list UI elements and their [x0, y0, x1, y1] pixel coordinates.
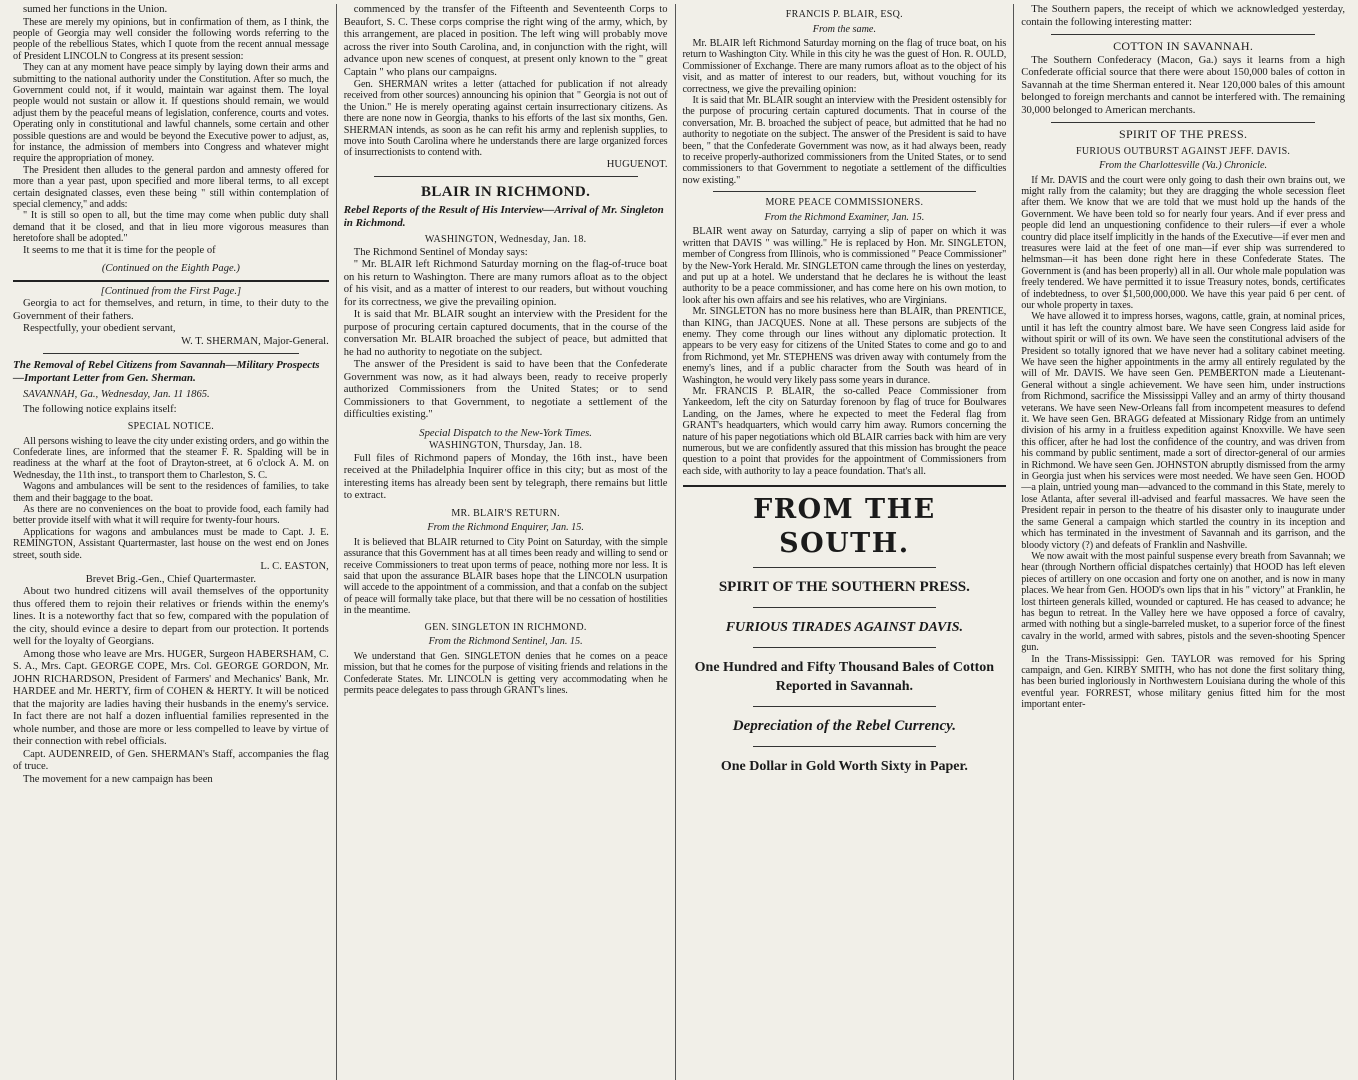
signature-title: Brevet Brig.-Gen., Chief Quartermaster. [85, 573, 257, 585]
dateline: SAVANNAH, Ga., Wednesday, Jan. 11 1865. [23, 389, 210, 401]
paragraph: The Richmond Sentinel of Monday says: [353, 246, 528, 258]
headline: BLAIR IN RICHMOND. [420, 184, 591, 201]
headline: SPIRIT OF THE SOUTHERN PRESS. [718, 579, 970, 596]
paragraph: We now await with the most painful suspense every breath from Savannah; we hear (through Northern official dispatches certainly) that HOOD has left eleven pieces of artillery on one occasion and forty one on another, and is now in many places. We hear from Gen. HOOD's own lips that in his " victory" at Franklin, he lost thirteen generals killed, wounded or captured. He has ceased to advance; he has begun to retreat. In the Valley here we have opposed a force of cavalry, armed with nothing but a single-barreled musket, to a superior force of the finest cavalry in the world, armed with sabres, pistols and the seven-shooting Spencer gun. [1021, 550, 1345, 654]
subheading: FURIOUS OUTBURST AGAINST JEFF. DAVIS. [1076, 145, 1291, 157]
paragraph: Mr. FRANCIS P. BLAIR, the so-called Peace Commissioner from Yankeedom, left the city on Saturday forenoon by flag of truce for Boulwares Landing, on the James, where he expected to meet the Federal flag from GRANT's headquarters, which would carry him away. Rumors concerning the nature of his paper negotiations which old BLAIR carries back with him are very numerous, but we are confidently assured that this mission has brought the peace question to a point that provides for the appointment of Commissioners from each side, with authority to lay a peace foundation. That's all. [682, 385, 1007, 477]
paragraph: It is believed that BLAIR returned to City Point on Saturday, with the simple assurance that this Government has at all times been ready and willing to send or receive Commissioners to treat upon terms of peace, nothing more nor less. It is said that upon the assurance BLAIR bases hope that the LINCOLN usurpation will accede to the appointment of a commission, and that a confab on the subject of peace will formally take place, but that there will be no cessation of hostilities in the meantime. [343, 536, 668, 617]
headline: The Removal of Rebel Citizens from Savannah—Military Prospects—Important Letter from Gen. Sherman. [13, 359, 320, 385]
subheading: GEN. SINGLETON IN RICHMOND. [424, 621, 587, 633]
source-line: From the Richmond Enquirer, Jan. 15. [427, 522, 584, 534]
paragraph: Gen. SHERMAN writes a letter (attached for publication if not already received from other sources) announcing his opinion that " Georgia is not out of the Union." He is merely operating against certain insurrectionary citizens. As there are none now in Georgia, thanks to his efforts of the last six months, Gen. SHERMAN intends, as soon as he can refit his army and replenish supplies, to move into South Carolina where he understands there are large organized forces of insurrectionists to contend with. [343, 79, 668, 159]
continued-note: [Continued from the First Page.] [100, 285, 242, 297]
paragraph: The President then alludes to the general pardon and amnesty offered for more than a year past, upon specified and more liberal terms, to all except certain designated classes, even these being " still within contemplation of special clemency," and adds: [13, 164, 329, 210]
divider [753, 607, 937, 608]
divider [1051, 122, 1315, 123]
paragraph: Capt. AUDENREID, of Gen. SHERMAN's Staff, accompanies the flag of truce. [13, 748, 329, 773]
subheading: SPIRIT OF THE PRESS. [1118, 127, 1248, 141]
paragraph: Respectfully, your obedient servant, [23, 323, 176, 335]
column-1 [6, 4, 336, 1080]
paragraph: It is said that Mr. BLAIR sought an interview with the President for the purpose of procuring certain captured documents, that in the course of the conversation Mr. BLAIR broached the subject of peace, but admitted that he had no authority to negotiate on the subject. [343, 309, 668, 358]
paragraph: These are merely my opinions, but in confirmation of them, as I think, the people of Georgia may well consider the following words referring to the people of the rebellious States, which I quote from the recent annual message of President LINCOLN to Congress at its present session: [13, 16, 329, 62]
headline: One Dollar in Gold Worth Sixty in Paper. [720, 759, 968, 775]
dateline: WASHINGTON, Thursday, Jan. 18. [429, 440, 583, 452]
dateline: WASHINGTON, Wednesday, Jan. 18. [424, 234, 587, 246]
source-line: From the same. [812, 23, 877, 35]
divider [753, 567, 937, 568]
paragraph: It is said that Mr. BLAIR sought an interview with the President ostensibly for the purpose of procuring certain captured documents. That in course of the conversation, Mr. B. broached the subject of peace, but admitted that he had no authority to negotiate on the subject. The answer of the President is said to have been, " that the Confederate Government was now, as it had always been, ready to receive properly-authorized commissioners from the United States, or to send commissioners to that Government to negotiate a settlement of the difficulties now existing." [682, 95, 1007, 186]
paragraph: The answer of the President is said to have been that the Confederate Government was now, as it had always been, ready to receive properly authorized Commissioners from the United States; or to send Commissioners to that Government, to negotiate a settlement of the difficulties existing." [343, 359, 668, 421]
paragraph: We have allowed it to impress horses, wagons, cattle, grain, at nominal prices, until it has left the country almost bare. We have seen Congress laid aside for without spirit or will of its own. We have seen the constitutional advisers of the President so totally ignored that we have never had a solitary cabinet meeting. We have seen the higher appointments in the army all entirely regulated by the will of Mr. DAVIS. We have seen Gen. PEMBERTON made a Lieutenant-General without a single achievement. We have seen him, under instructions from Richmond, sacrifice the Mississippi Valley and an army of thirty thousand veterans. We have seen New-Orleans fall from incompetent measures to defend it. We have seen Gen. BRAGG defeated at Missionary Ridge from an untimely division of his army in a fruitless expedition against Knoxville. We have seen this officer, after he had lost the confidence of the country, and was driven from his command by public sentiment, made a sort of director-general of our armies in Richmond. We have seen Gen. JOHNSTON abruptly dismissed from the army in Georgia just when his services were most needed. We have seen Gen. HOOD—a plain, untried young man—advanced to the command in this State, merely to lose Atlanta, after several ill-advised and fearful massacres. We have seen the President repair in person to the theatre of his disaster only to inaugurate under the same General a campaign which startled the country in its inception and which has terminated in the investment of Savannah and its garrison, and the bloody victory (?) and defeats of Franklin and Nashville. [1021, 311, 1345, 551]
divider [753, 706, 937, 707]
paragraph: The following notice explains itself: [23, 403, 177, 415]
divider [753, 746, 937, 747]
paragraph: Applications for wagons and ambulances must be made to Capt. J. E. REMINGTON, Assistant Quartermaster, last house on the west end on Jones street, south side. [13, 526, 329, 561]
paragraph: The movement for a new campaign has been [23, 773, 213, 785]
section-title: FROM THE SOUTH. [753, 494, 936, 560]
paragraph: Full files of Richmond papers of Monday, the 16th inst., have been received at the Philadelphia Inquirer office in this city; but as most of the interesting items has already been sent by telegraph, there remains but little to extract. [343, 452, 668, 502]
paragraph: sumed her functions in the Union. [23, 4, 168, 15]
paragraph: All persons wishing to leave the city under existing orders, and go within the Confederate lines, are informed that the steamer F. R. Spalding will be in readiness at the wharf at the foot of Drayton-street, at 6 o'clock A. M. on Wednesday, the 11th inst., to transport them to Charleston, S. C. [13, 435, 329, 481]
paragraph: As there are no conveniences on the boat to provide food, each family had better provide itself with what it will require for twenty-four hours. [13, 504, 329, 527]
source-line: From the Charlottesville (Va.) Chronicle. [1099, 160, 1268, 171]
subheading: SPECIAL NOTICE. [127, 421, 215, 433]
paragraph: Among those who leave are Mrs. HUGER, Surgeon HABERSHAM, C. S. A., Mrs. Capt. GEORGE COPE, Mrs. Col. GEORGE GORDON, Mr. JOHN RICHARDSON, President of Farmers' and Mechanics' Bank, Mr. HARDEE and Mr. HERTY, firm of COHEN & HERTY. It will be noticed that the majority are ladies having their husbands in the enemy's service. In fact there are not half a dozen influential families represented in the whole number, and those are more or less compelled to leave by virtue of their connection with rebel officials. [13, 648, 329, 748]
paragraph: " Mr. BLAIR left Richmond Saturday morning on the flag-of-truce boat on his return to Washington. There are many rumors afloat as to the object of his visit, and as a matter of interest to our readers, but without vouching for its correctness, we give the prevailing opinion. [343, 259, 668, 308]
signature: L. C. EASTON, [260, 561, 329, 573]
quoted-paragraph: " It is still so open to all, but the time may come when public duty shall demand that it be closed, and that in lieu more vigorous measures than heretofore shall be adopted." [13, 210, 329, 245]
headline: One Hundred and Fifty Thousand Bales of Cotton Reported in Savannah. [694, 660, 995, 695]
paragraph: commenced by the transfer of the Fifteenth and Seventeenth Corps to Beaufort, S. C. These corps comprise the right wing of the army, which, by this arrangement, are placed in position. The left wing will probably move across the river into South Carolina, and, in conjunction with the right, will advance upon new scenes of conquest, at present only known to the " great Captain " who plans our campaigns. [343, 4, 668, 78]
paragraph: Mr. SINGLETON has no more business here than BLAIR, than PRENTICE, than KING, than JACQUES. None at all. These persons are subjects of the enemy. They come through our lines without any diplomatic protection. It appears to be very easy for citizens of the United States to come and go to and from Richmond, yet Mr. STEPHENS was driven away with contumely from the enemy's lines, and if a public character from the South was heard of in Washington, he would very likely pass some years in durance. [682, 306, 1007, 386]
paragraph: We understand that Gen. SINGLETON denies that he comes on a peace mission, but that he comes for the purpose of visiting friends and relations in the Confederate States. Mr. LINCOLN is getting very accommodating when he permits peace delegates to pass through GRANT's lines. [343, 650, 668, 696]
paragraph: It seems to me that it is time for the people of [23, 244, 216, 256]
subheading: COTTON IN SAVANNAH. [1113, 39, 1254, 53]
source-line: From the Richmond Sentinel, Jan. 15. [428, 636, 583, 648]
divider [713, 191, 977, 192]
paragraph: The Southern Confederacy (Macon, Ga.) says it learns from a high Confederate official source that there were about 150,000 bales of cotton in Savannah at the time Sherman entered it. Near 120,000 bales of this amount belonged to foreign merchants and cannot be interfered with. The remaining 30,000 belonged to American merchants. [1021, 54, 1345, 116]
paragraph: Wagons and ambulances will be sent to the residences of families, to take them and their baggage to the boat. [13, 481, 329, 504]
subheading: MORE PEACE COMMISSIONERS. [765, 197, 924, 209]
divider [683, 485, 1007, 487]
column-3 [676, 4, 1014, 1080]
divider [1051, 34, 1315, 35]
special-dispatch: Special Dispatch to the New-York Times. [419, 427, 592, 439]
paragraph: In the Trans-Mississippi: Gen. TAYLOR was removed for his Spring campaign, and Gen. KIRBY SMITH, who has not done the first solitary thing, has been buried ingloriously in Northwestern Louisiana during the whole of this eventful year. FORREST, whose military genius fitted him for the most important enter- [1021, 653, 1345, 711]
source-line: From the Richmond Examiner, Jan. 15. [764, 211, 925, 223]
column-4 [1014, 4, 1352, 1080]
paragraph: Mr. BLAIR left Richmond Saturday morning on the flag of truce boat, on his return to Washington City. While in this city he was the guest of Hon. R. OULD, Commissioner of Exchange. There are many rumors afloat as to the object of his visit, and as matter of interest to our readers, but, without vouching for its correctness, we give the prevailing opinion: [682, 38, 1007, 95]
divider [753, 647, 937, 648]
deck: Rebel Reports of the Result of His Interview—Arrival of Mr. Singleton in Richmond. [343, 204, 664, 230]
headline: FURIOUS TIRADES AGAINST DAVIS. [725, 620, 964, 636]
column-2 [337, 4, 675, 1080]
paragraph: Georgia to act for themselves, and return, in time, to their duty to the Government of their fathers. [13, 298, 329, 322]
signature: HUGUENOT. [606, 158, 668, 170]
headline: Depreciation of the Rebel Currency. [732, 718, 956, 735]
divider [374, 176, 638, 177]
paragraph: The Southern papers, the receipt of which we acknowledged yesterday, contain the following interesting matter: [1021, 4, 1345, 28]
signature: W. T. SHERMAN, Major-General. [181, 335, 329, 347]
subheading: MR. BLAIR'S RETURN. [451, 507, 560, 519]
paragraph: If Mr. DAVIS and the court were only going to dash their own brains out, we might rally from the calamity; but they are dragging the whole secession fleet after them. We know that we are told that we must hold up the hands of the Government. We have been told so for nearly four years. And if ever press and people did lend an unquestioning confidence to their rulers—if ever a whole country did place itself implicitly in the hands of the Executive—if ever men and treasures were laid at the feet of one man—if ever ship was surrendered to helmsman—it has been done right here in these Confederate States. The Government is (and has been properly) all in all. Our whole male population was freely tendered. We have permitted it to issue Treasury notes, bonds, certificates of indebtedness, to over $1,500,000,000. We have this year paid 6 per cent. of our whole property in taxes. [1021, 174, 1345, 311]
divider [43, 353, 299, 354]
subheading: FRANCIS P. BLAIR, ESQ. [785, 9, 903, 20]
quoted-paragraph: They can at any moment have peace simply by laying down their arms and submitting to the national authority under the Constitution. After so much, the Government could not, if it would, maintain war against them. The loyal people would not sustain or allow it. If questions should remain, we would adjust them by the peaceful means of legislation, conference, courts and votes. Operating only in constitutional and lawful channels, some certain and other possible questions are and would be beyond the Executive power to adjust, as, for instance, the admission of members into Congress and whatever might require the appropriation of money. [13, 62, 329, 165]
paragraph: BLAIR went away on Saturday, carrying a slip of paper on which it was written that DAVIS " was willing." He is replaced by Hon. Mr. SINGLETON, member of Congress from Illinois, who is commissioned " Peace Commissioner" by the New-York Herald. Mr. SINGLETON came through the lines on yesterday, and put up at a hotel. We understand that he declares he is without the least authority to be a peace commissioner, and has come here on his own motion, to look after his own affairs and see his relatives, who are Virginians. [682, 226, 1007, 306]
continued-note: (Continued on the Eighth Page.) [101, 263, 240, 275]
paragraph: About two hundred citizens will avail themselves of the opportunity thus offered them to rejoin their relatives or friends within the enemy's lines. It is a noteworthy fact that so few, compared with the population of the city, should evince a desire to depart from our protection. It portends well for the loyalty of Georgians. [13, 586, 329, 648]
divider [13, 280, 329, 282]
